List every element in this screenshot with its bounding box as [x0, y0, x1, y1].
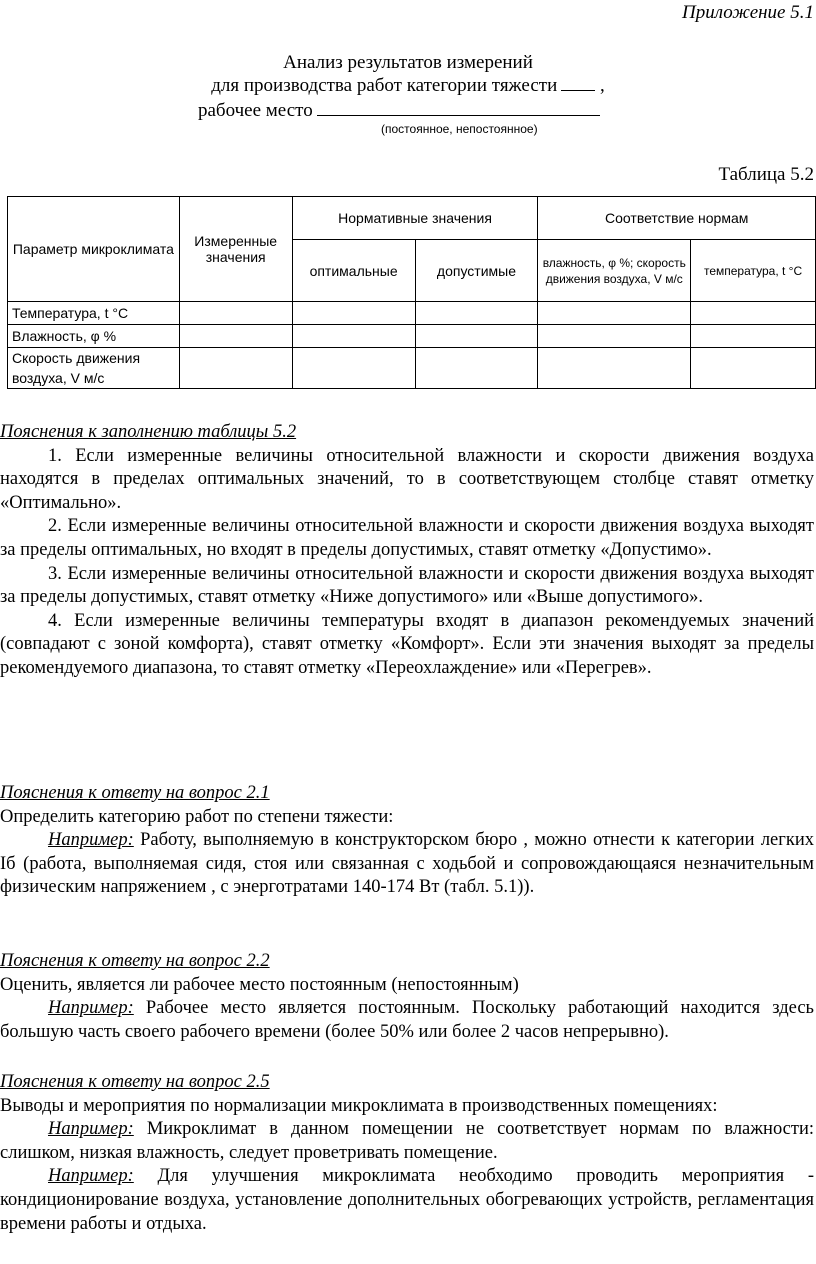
row-air-speed: Скорость движения воздуха, V м/с [8, 348, 180, 389]
note-item-4: 4. Если измеренные величины температуры входят в диапазон рекомендуемых значений (совпадают с зоной комфорта), ставят отметку «Комфорт». Если эти значения выходят за пределы рекомендуемого диапазона, то ставят отметку «Переохлаждение» или «Перегрев». [0, 610, 814, 678]
q22-example-text: Рабочее место является постоянным. Поскольку работающий находится здесь большую часть своего рабочего времени (более 50% или более 2 часов непрерывно). [0, 998, 814, 1042]
note-item-1: 1. Если измеренные величины относительной влажности и скорости движения воздуха находятся в пределах оптимальных значений, то в соответствующем столбце ставят отметку «Оптимально». [0, 445, 814, 513]
doc-title-line3 [198, 97, 600, 122]
q25-example1-text: Микроклимат в данном помещении не соответствует нормам по влажности: слишком, низкая влажность, следует проветривать помещение. [0, 1119, 814, 1163]
q25-heading: Пояснения к ответу на вопрос 2.5 [0, 1072, 270, 1092]
microclimate-table [7, 196, 816, 389]
header-allowed: допустимые [415, 240, 538, 302]
header-compliance: Соответствие нормам [538, 197, 816, 240]
q22-heading: Пояснения к ответу на вопрос 2.2 [0, 951, 270, 971]
table-cell[interactable] [179, 348, 292, 389]
q25-example2-text: Для улучшения микроклимата необходимо проводить мероприятия - кондиционирование воздуха, установление дополнительных обогревающих устройств, регламентация времени работы и отдыха. [0, 1166, 814, 1234]
row-temperature: Температура, t °С [8, 302, 180, 325]
workplace-label: рабочее место [198, 100, 313, 121]
q25-example2-label: Например: [48, 1166, 134, 1187]
header-optimal: оптимальные [292, 240, 415, 302]
title-line2-text: для производства работ категории тяжести [211, 75, 558, 96]
q22-example-label: Например: [48, 998, 134, 1019]
table-cell[interactable] [179, 302, 292, 325]
q21-example-label: Например: [48, 830, 134, 851]
q21-example [0, 829, 814, 900]
table-cell[interactable] [292, 325, 415, 348]
table-notes [0, 421, 814, 681]
q21-section [0, 782, 814, 900]
header-normative: Нормативные значения [292, 197, 538, 240]
q25-example1-label: Например: [48, 1119, 134, 1140]
table-cell[interactable] [415, 325, 538, 348]
table-cell[interactable] [415, 302, 538, 325]
q22-intro: Оценить, является ли рабочее место постоянным (непостоянным) [0, 974, 519, 995]
table-cell[interactable] [538, 348, 691, 389]
row-humidity: Влажность, φ % [8, 325, 180, 348]
table-cell[interactable] [538, 325, 691, 348]
q25-intro: Выводы и мероприятия по нормализации микроклимата в производственных помещениях: [0, 1095, 718, 1116]
table-cell[interactable] [691, 302, 816, 325]
note-item-3: 3. Если измеренные величины относительной влажности и скорости движения воздуха выходят за пределы допустимых, ставят отметку «Ниже допустимого» или «Выше допустимого». [0, 563, 814, 608]
workplace-blank [317, 97, 600, 116]
q21-intro: Определить категорию работ по степени тяжести: [0, 806, 394, 827]
doc-title-line2 [0, 74, 816, 97]
doc-title-line1: Анализ результатов измерений [283, 52, 533, 73]
title-line2-end: , [600, 75, 605, 96]
q25-example-1 [0, 1118, 814, 1165]
table-cell[interactable] [691, 325, 816, 348]
q22-example [0, 997, 814, 1044]
header-humidity-speed: влажность, φ %; скорость движения воздуха, V м/с [538, 240, 691, 302]
note-item-2: 2. Если измеренные величины относительной влажности и скорости движения воздуха выходят за пределы оптимальных, но входят в пределы допустимых, ставят отметку «Допустимо». [0, 516, 814, 560]
q25-section [0, 1071, 814, 1236]
table-cell[interactable] [292, 348, 415, 389]
table-number: Таблица 5.2 [718, 164, 814, 185]
appendix-label: Приложение 5.1 [682, 2, 814, 23]
table-cell[interactable] [179, 325, 292, 348]
header-param: Параметр микроклимата [8, 197, 180, 302]
header-temperature: температура, t °С [691, 240, 816, 302]
table-cell[interactable] [415, 348, 538, 389]
q21-example-text: Работу, выполняемую в конструкторском бюро , можно отнести к категории легких Iб (работа, выполняемая сидя, стоя или связанная с ходьбой и сопровождающаяся незначительным физическим напряжением , с энерготратами 140-174 Вт (табл. 5.1)). [0, 830, 814, 898]
table-cell[interactable] [538, 302, 691, 325]
header-measured: Измеренные значения [179, 197, 292, 302]
q25-example-2 [0, 1165, 814, 1236]
table-cell[interactable] [691, 348, 816, 389]
category-blank [561, 74, 595, 91]
table-cell[interactable] [292, 302, 415, 325]
q22-section [0, 950, 814, 1044]
workplace-hint: (постоянное, непостоянное) [381, 122, 538, 136]
notes-heading: Пояснения к заполнению таблицы 5.2 [0, 422, 297, 442]
q21-heading: Пояснения к ответу на вопрос 2.1 [0, 783, 270, 803]
